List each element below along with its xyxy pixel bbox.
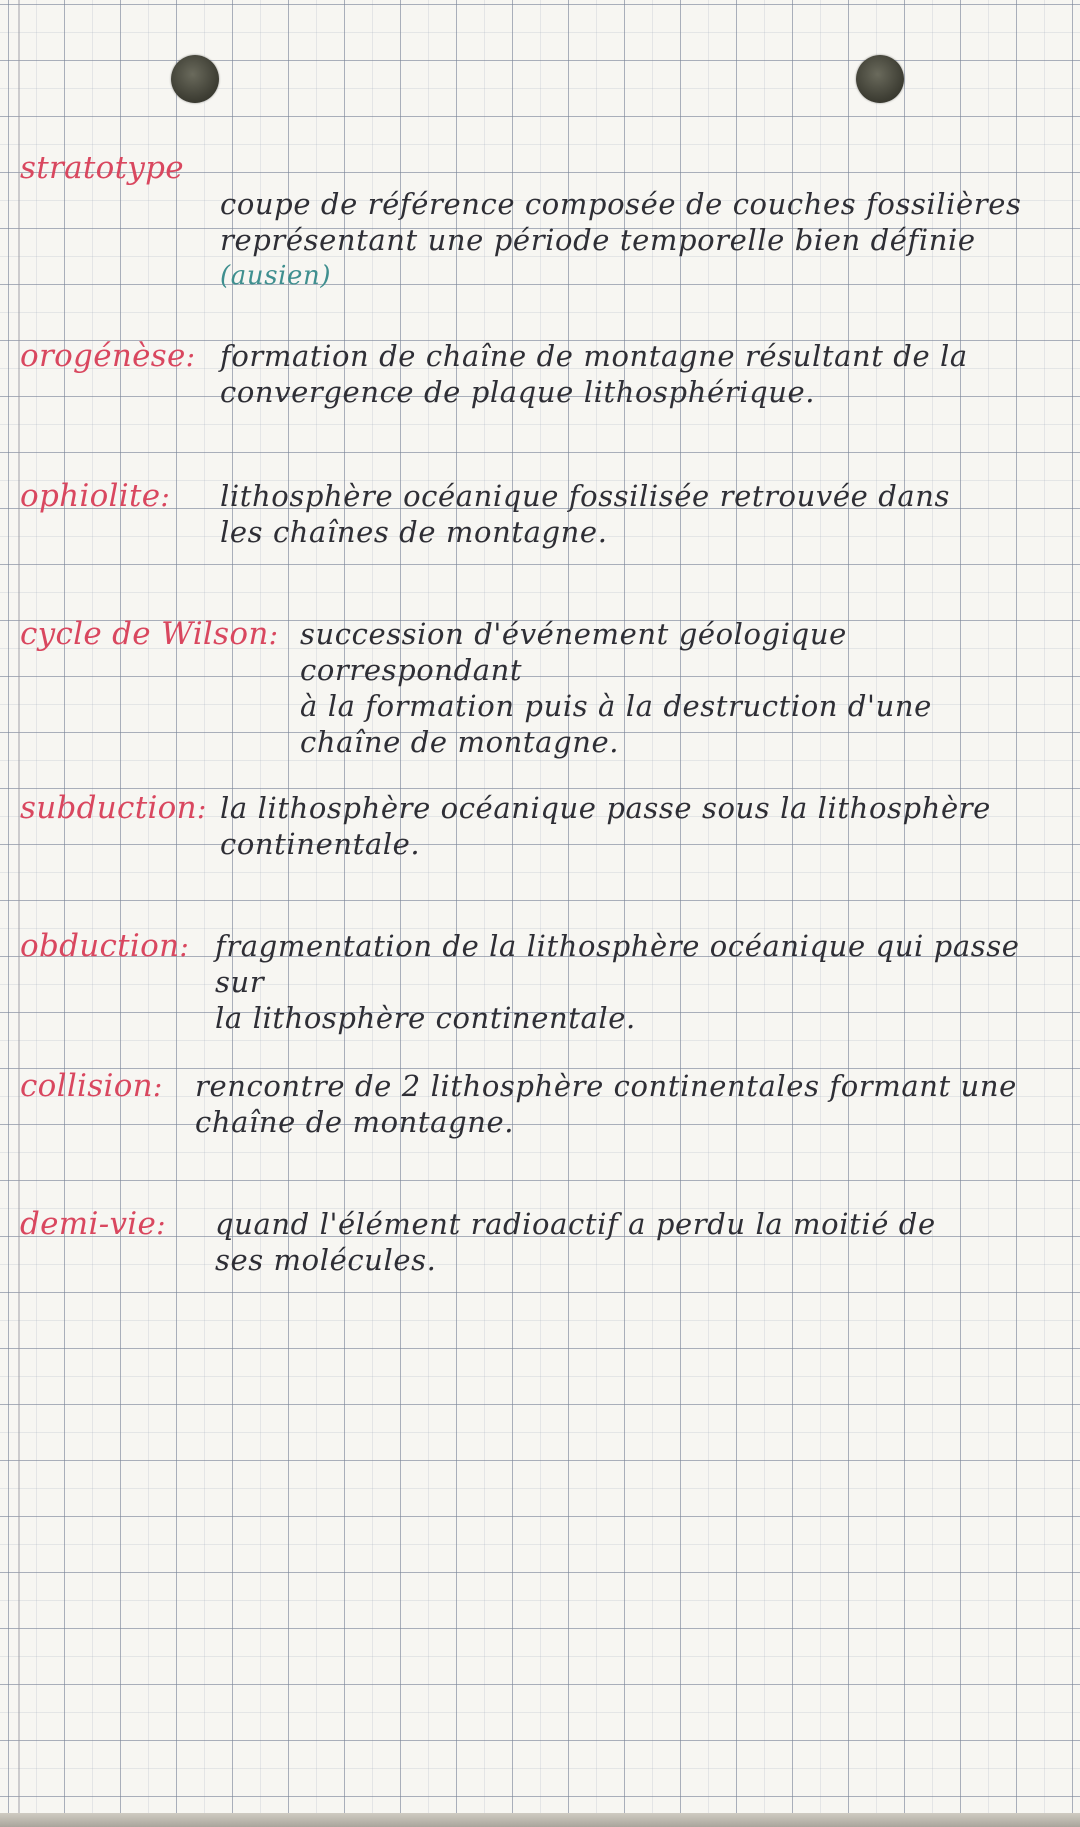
definition-subduction: la lithosphère océanique passe sous la lithosphère continentale. xyxy=(220,791,991,861)
definition-cycle-de-wilson: succession d'événement géologique correspondant à la formation puis à la destruction d'une chaîne de montagne. xyxy=(300,617,932,759)
page-bottom-edge xyxy=(0,1813,1080,1827)
term-orogenese: orogénèse: xyxy=(20,338,196,374)
definition-stratotype: coupe de référence composée de couches fossilières représentant une période temporelle bien définie (ausien) xyxy=(220,150,1022,330)
definition-demi-vie: quand l'élément radioactif a perdu la moitié de ses molécules. xyxy=(215,1207,936,1277)
term-demi-vie: demi-vie: xyxy=(20,1206,166,1242)
punch-hole-right xyxy=(856,55,904,103)
definition-orogenese: formation de chaîne de montagne résultant de la convergence de plaque lithosphérique. xyxy=(220,339,968,409)
term-stratotype: stratotype xyxy=(20,150,184,186)
margin-line xyxy=(18,0,20,1827)
term-ophiolite: ophiolite: xyxy=(20,478,171,514)
punch-hole-left xyxy=(171,55,219,103)
term-cycle-de-wilson: cycle de Wilson: xyxy=(20,616,279,652)
term-subduction: subduction: xyxy=(20,790,207,826)
definition-obduction: fragmentation de la lithosphère océanique qui passe sur la lithosphère continentale. xyxy=(215,929,1020,1035)
term-obduction: obduction: xyxy=(20,928,190,964)
term-collision: collision: xyxy=(20,1068,163,1104)
definition-ophiolite: lithosphère océanique fossilisée retrouvée dans les chaînes de montagne. xyxy=(220,479,951,549)
note-stratotype: (ausien) xyxy=(220,261,332,291)
definition-collision: rencontre de 2 lithosphère continentales formant une chaîne de montagne. xyxy=(195,1069,1017,1139)
